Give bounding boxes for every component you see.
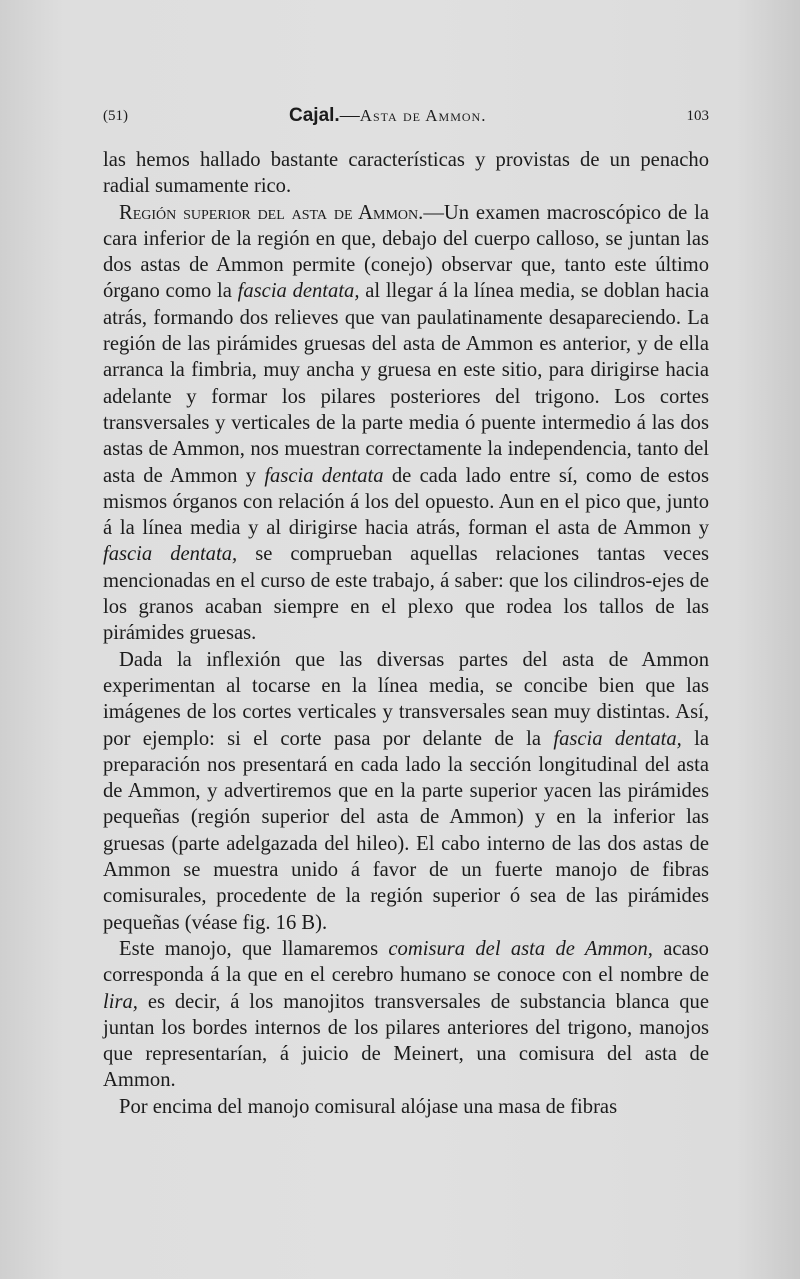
header-subject: Asta de Ammon. <box>359 106 487 125</box>
paragraph-3: Dada la inflexión que las diversas partes del asta de Ammon experimentan al tocarse en la línea media, se concibe bien que las imágenes de los cortes verticales y transversales sean muy distintas. Así, por ejemplo: si el corte pasa por delante de la fascia dentata, la preparación nos presentará en cada lado la sección longitudinal del asta de Ammon, y advertiremos que en la parte superior yacen las pirámides pequeñas (región superior del asta de Ammon) y en la inferior las gruesas (parte adelgazada del hileo). El cabo interno de las dos astas de Ammon se muestra unido á favor de un fuerte manojo de fibras comisurales, procedente de la región superior ó sea de las pirámides pequeñas (véase fig. 16 B). <box>103 648 709 934</box>
section-number: (51) <box>103 108 128 124</box>
paragraph-2: Región superior del asta de Ammon.—Un examen macroscópico de la cara inferior de la región en que, debajo del cuerpo calloso, se juntan las dos astas de Ammon permite (conejo) observar que, tanto este último órgano como la fascia dentata, al llegar á la línea media, se doblan hacia atrás, formando dos relieves que van paulatinamente desapareciendo. La región de las pirámides gruesas del asta de Ammon es anterior, y de ella arranca la fimbria, muy ancha y gruesa en este sitio, para dirigirse hacia adelante y formar los pilares posteriores del trigono. Los cortes transversales y verticales de la parte media ó puente intermedio á las dos astas de Ammon, nos muestran correctamente la independencia, tanto del asta de Ammon y fascia dentata de cada lado entre sí, como de estos mismos órganos con relación á los del opuesto. Aun en el pico que, junto á la línea media y al dirigirse hacia atrás, forman el asta de Ammon y fascia dentata, se comprueban aquellas relaciones tantas veces mencionadas en el curso de este trabajo, á saber: que los cilindros-ejes de los granos acaban siempre en el plexo que rodea los tallos de las pirámides gruesas. <box>103 201 709 645</box>
running-title <box>289 104 486 127</box>
author-name: Cajal. <box>289 105 340 126</box>
running-header <box>103 104 709 130</box>
paragraph-4: Este manojo, que llamaremos comisura del asta de Ammon, acaso corresponda á la que en el cerebro humano se conoce con el nombre de lira, es decir, á los manojitos transversales de substancia blanca que juntan los bordes internos de los pilares anteriores del trigono, manojos que representarían, á juicio de Meinert, una comisura del asta de Ammon. <box>103 937 709 1092</box>
header-separator: — <box>339 104 360 126</box>
body-text <box>103 147 709 1120</box>
page-number: 103 <box>686 108 709 124</box>
section-heading: Región superior del asta de Ammon. <box>119 201 424 224</box>
paragraph-1: las hemos hallado bastante características y provistas de un penacho radial sumamente rico. <box>103 149 709 198</box>
paragraph-5: Por encima del manojo comisural alójase una masa de fibras <box>119 1095 618 1118</box>
